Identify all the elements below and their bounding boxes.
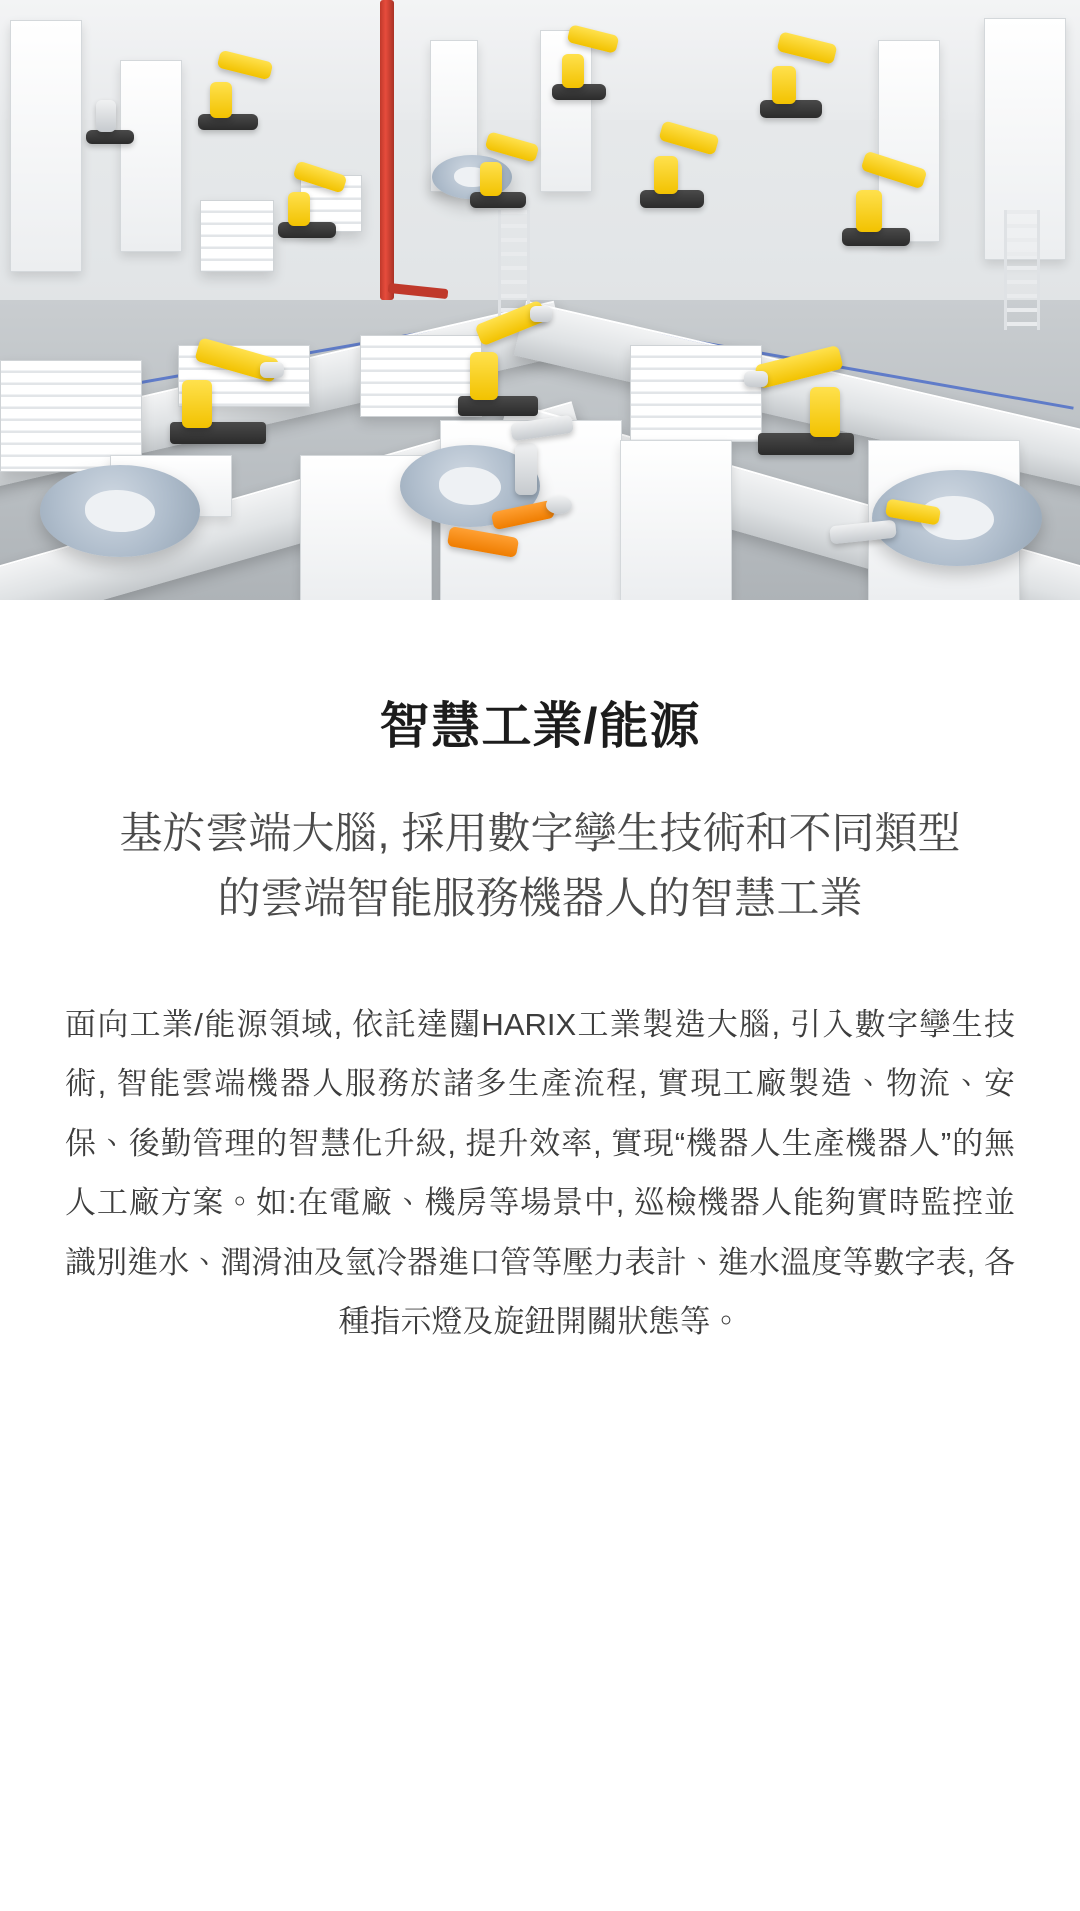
- robot-arm: [548, 24, 628, 114]
- page-subtitle: 基於雲端大腦, 採用數字孿生技術和不同類型的雲端智能服務機器人的智慧工業: [119, 810, 961, 924]
- article-section: [0, 600, 1080, 1352]
- robot-arm: [636, 120, 726, 220]
- robot-arm: [160, 340, 280, 450]
- robot-arm: [830, 495, 950, 565]
- robot-arm: [84, 70, 154, 160]
- wall-rack: [10, 20, 82, 272]
- robot-arm: [448, 488, 578, 568]
- robot-arm: [505, 385, 585, 495]
- article-body: 面向工業/能源領域, 依託達闥HARIX工業製造大腦, 引入數字孿生技術, 智能雲端機器人服務於諸多生產流程, 實現工廠製造、物流、安保、後勤管理的智慧化升級, 提升效率, 實現“機器人生產機器人”的無人工廠方案。如:在電廠、機房等場景中, 巡檢機器人能夠實時監控並識別進水、潤滑油及氫冷器進口管等壓力表計、進水溫度等數字表, 各種指示燈及旋鈕開關狀態等。: [65, 1006, 1015, 1340]
- rotary-fixture-disk: [40, 465, 200, 557]
- red-support-beam: [388, 283, 449, 299]
- ladder: [1004, 210, 1040, 330]
- robot-arm: [740, 345, 870, 465]
- robot-arm: [756, 30, 846, 130]
- robot-arm: [836, 150, 936, 260]
- page-title: 智慧工業/能源: [379, 698, 701, 754]
- work-table: [620, 440, 732, 600]
- robot-arm: [466, 130, 546, 220]
- material-pallet: [200, 200, 274, 272]
- robot-arm: [196, 50, 276, 140]
- red-support-post: [380, 0, 394, 300]
- robot-arm: [276, 160, 356, 250]
- hero-image: [0, 0, 1080, 600]
